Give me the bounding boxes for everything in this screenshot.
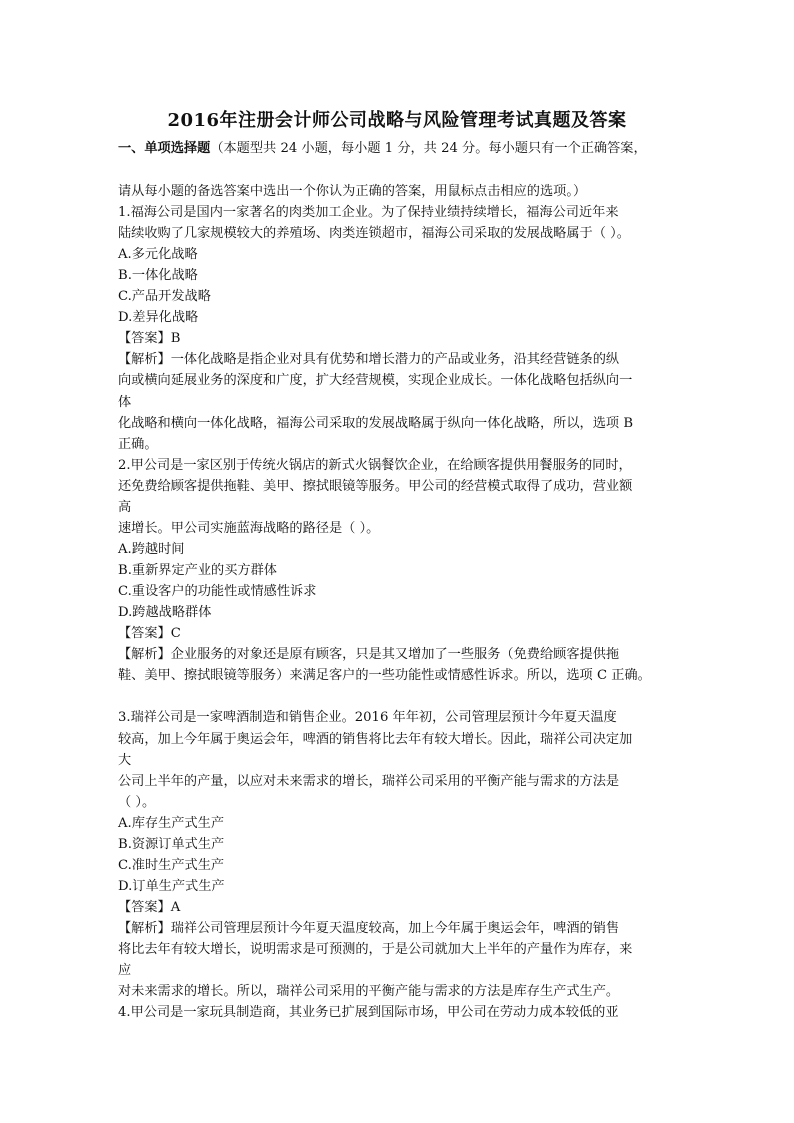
answer-key: 【答案】A xyxy=(118,899,181,915)
answer-option: A.多元化战略 xyxy=(118,247,198,263)
answer-option: B.资源订单式生产 xyxy=(118,836,225,852)
question-stem: 1.福海公司是国内一家著名的肉类加工企业。为了保持业绩持续增长，福海公司近年来 xyxy=(118,205,619,220)
answer-option: C.产品开发战略 xyxy=(118,289,211,305)
answer-key: 【答案】B xyxy=(118,331,181,347)
explanation-line: 【解析】一体化战略是指企业对具有优势和增长潜力的产品或业务，沿其经营链条的纵 xyxy=(118,352,620,368)
text-line: （ ）。 xyxy=(118,794,156,810)
text-line: 速增长。甲公司实施蓝海战略的路径是（ ）。 xyxy=(118,520,380,536)
text-line: 大 xyxy=(118,752,132,768)
section-heading-line xyxy=(118,139,647,159)
page-title: 2016年注册会计师公司战略与风险管理考试真题及答案 xyxy=(167,110,627,131)
text-line: 将比去年有较大增长，说明需求是可预测的，于是公司就加大上半年的产量作为库存，来 xyxy=(118,942,633,958)
section-heading: 一、单项选择题 xyxy=(118,141,211,156)
answer-option: D.跨越战略群体 xyxy=(118,605,212,621)
answer-option: C.准时生产式生产 xyxy=(118,857,225,873)
answer-key: 【答案】C xyxy=(118,626,181,642)
text-line: 较高，加上今年属于奥运会年，啤酒的销售将比去年有较大增长。因此，瑞祥公司决定加 xyxy=(118,731,633,747)
text-line: 陆续收购了几家规模较大的养殖场、肉类连锁超市，福海公司采取的发展战略属于（ ）。 xyxy=(118,226,630,242)
text-line: 正确。 xyxy=(118,436,158,452)
answer-option: B.重新界定产业的买方群体 xyxy=(118,563,277,579)
text-line: 向或横向延展业务的深度和广度，扩大经营规模，实现企业成长。一体化战略包括纵向一 xyxy=(118,373,633,389)
text-line: 公司上半年的产量，以应对未来需求的增长，瑞祥公司采用的平衡产能与需求的方法是 xyxy=(118,773,620,789)
answer-option: C.重设客户的功能性或情感性诉求 xyxy=(118,584,317,600)
text-line: 化战略和横向一体化战略，福海公司采取的发展战略属于纵向一体化战略，所以，选项 B xyxy=(118,415,634,431)
answer-option: B.一体化战略 xyxy=(118,268,198,284)
answer-option: D.差异化战略 xyxy=(118,310,199,326)
answer-option: A.跨越时间 xyxy=(118,541,185,557)
text-line: 鞋、美甲、擦拭眼镜等服务）来满足客户的一些功能性或情感性诉求。所以，选项 C 正确。 xyxy=(118,668,651,684)
question-stem: 4.甲公司是一家玩具制造商，其业务已扩展到国际市场，甲公司在劳动力成本较低的亚 xyxy=(118,1005,619,1021)
text-line: 应 xyxy=(118,963,132,979)
explanation-line: 【解析】企业服务的对象还是原有顾客，只是其又增加了一些服务（免费给顾客提供拖 xyxy=(118,647,620,663)
answer-option: D.订单生产式生产 xyxy=(118,878,225,894)
answer-option: A.库存生产式生产 xyxy=(118,815,225,831)
text-line: 还免费给顾客提供拖鞋、美甲、擦拭眼镜等服务。甲公司的经营模式取得了成功，营业额 xyxy=(118,478,633,494)
explanation-line: 【解析】瑞祥公司管理层预计今年夏天温度较高，加上今年属于奥运会年，啤酒的销售 xyxy=(118,921,620,937)
section-intro-2: 请从每小题的备选答案中选出一个你认为正确的答案，用鼠标点击相应的选项。） xyxy=(118,184,587,199)
question-stem: 3.瑞祥公司是一家啤酒制造和销售企业。2016 年年初，公司管理层预计今年夏天温度 xyxy=(118,710,617,726)
text-line: 对未来需求的增长。所以，瑞祥公司采用的平衡产能与需求的方法是库存生产式生产。 xyxy=(118,984,620,1000)
text-line: 高 xyxy=(118,499,132,515)
text-line: 体 xyxy=(118,394,132,410)
question-stem: 2.甲公司是一家区别于传统火锅店的新式火锅餐饮企业，在给顾客提供用餐服务的同时， xyxy=(118,457,632,473)
section-intro: （本题型共 24 小题，每小题 1 分，共 24 分。每小题只有一个正确答案， xyxy=(210,141,647,156)
